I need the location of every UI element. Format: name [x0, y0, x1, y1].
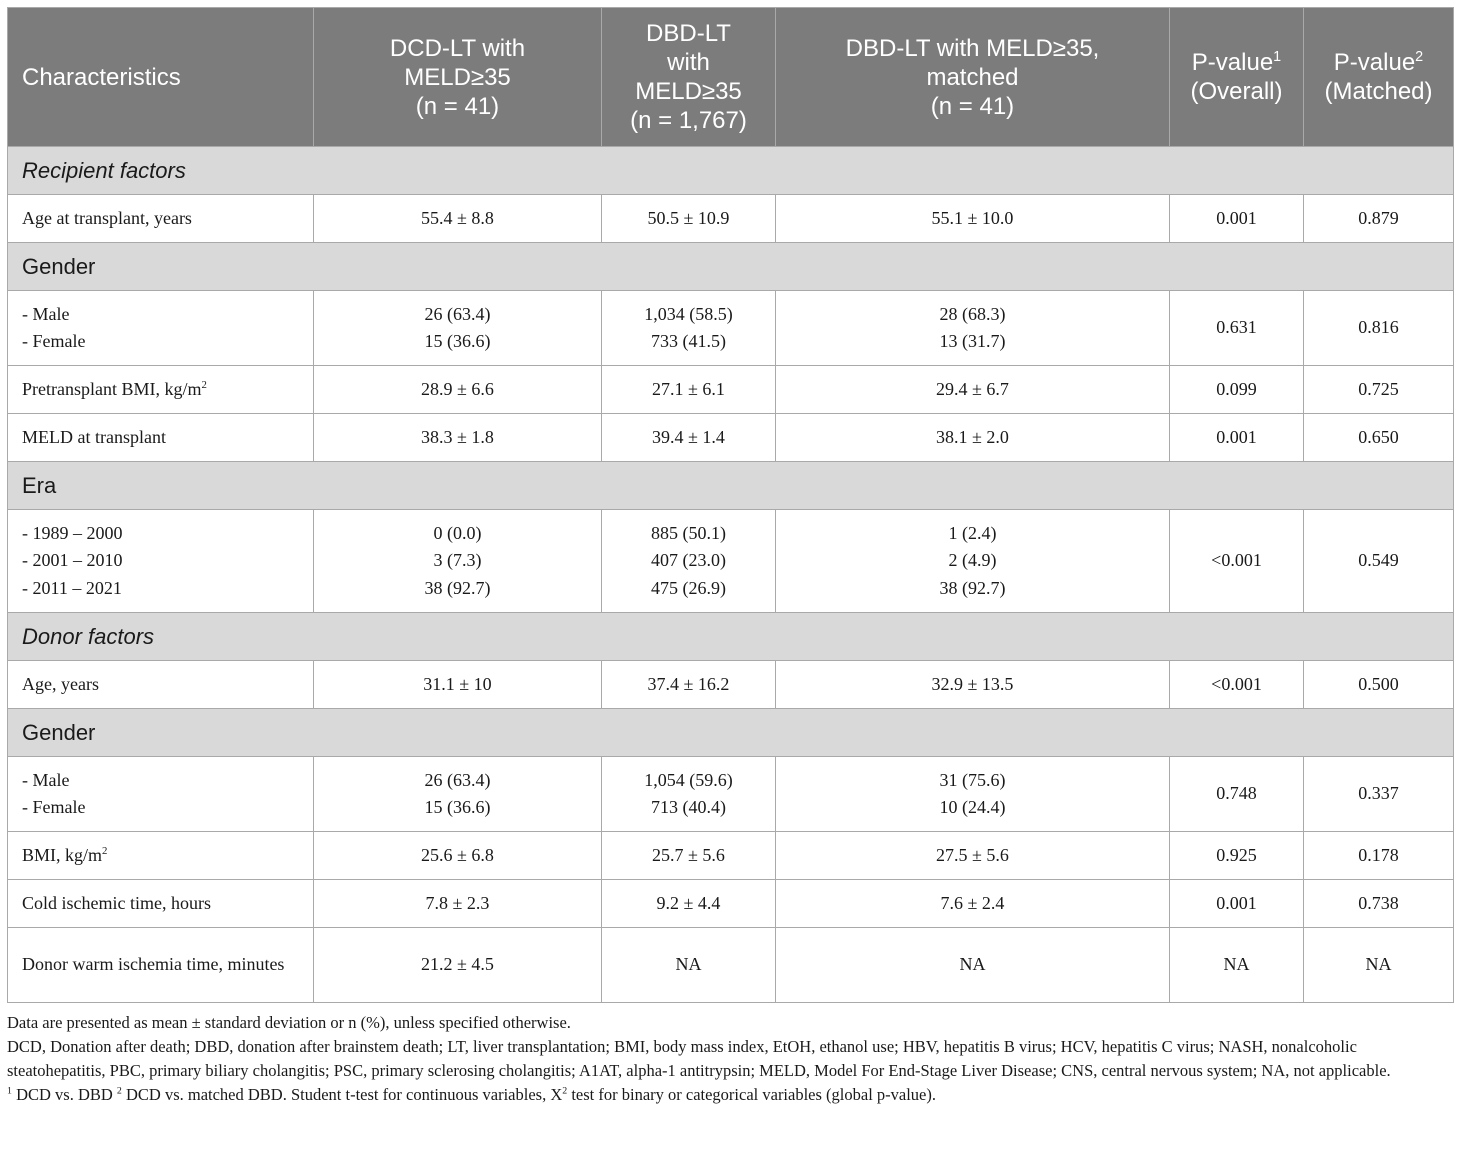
table-cell [602, 928, 776, 1003]
cell-value: 0.738 [1358, 892, 1399, 913]
table-cell [776, 757, 1170, 832]
table-cell [1304, 928, 1454, 1003]
section-header-row [8, 147, 1454, 195]
column-header-line: with [667, 49, 710, 76]
cell-value: 0.099 [1216, 378, 1257, 399]
row-label-text: Age at transplant, years [22, 207, 192, 228]
table-cell [602, 757, 776, 832]
table-cell [602, 661, 776, 709]
table-cell [314, 832, 602, 880]
table-cell [314, 414, 602, 462]
row-label [8, 195, 314, 243]
table-cell [314, 366, 602, 414]
column-header-1 [314, 8, 602, 147]
table-cell [1170, 366, 1304, 414]
table-cell [1170, 832, 1304, 880]
column-header-line: DCD-LT with [389, 34, 526, 62]
cell-value: 15 (36.6) [424, 331, 491, 351]
table-row [8, 880, 1454, 928]
table-cell [314, 880, 602, 928]
table-row [8, 832, 1454, 880]
cell-value: 15 (36.6) [424, 797, 491, 817]
unit-superscript: 2 [201, 378, 207, 391]
row-label [8, 880, 314, 928]
table-cell [1170, 928, 1304, 1003]
cell-value: <0.001 [1211, 673, 1262, 694]
cell-value: 7.8 ± 2.3 [425, 892, 490, 913]
table-cell [1304, 661, 1454, 709]
footnote-mark-2: 2 [116, 1085, 122, 1097]
unit-superscript: 2 [102, 844, 108, 857]
footnote-marker: 2 [1415, 49, 1424, 65]
table-cell [1170, 757, 1304, 832]
footnote-2-text-a: DCD vs. matched DBD. Student t-test for continuous variables, X [121, 1085, 563, 1104]
cell-value: 0.337 [1358, 783, 1399, 804]
cell-value: 0 (0.0) [433, 522, 482, 543]
cell-value: 9.2 ± 4.4 [656, 892, 721, 913]
cell-value: 28 (68.3) [939, 303, 1006, 324]
table-cell [776, 928, 1170, 1003]
column-header-line: (n = 41) [930, 92, 1015, 120]
section-title: Gender [8, 709, 1454, 757]
column-header-line: MELD≥35 [635, 78, 742, 105]
table-cell [1304, 195, 1454, 243]
column-header-line: (n = 1,767) [630, 107, 747, 134]
section-header-row [8, 243, 1454, 291]
cell-value: 38.1 ± 2.0 [936, 426, 1009, 447]
footnote-2-text-b: test for binary or categorical variables (global p-value). [567, 1085, 937, 1104]
cell-value: 0.178 [1358, 844, 1399, 865]
row-label-text: Donor warm ischemia time, minutes [22, 954, 285, 975]
row-sublabel: - 2011 – 2021 [22, 577, 122, 598]
cell-value: NA [1365, 954, 1392, 975]
table-row [8, 928, 1454, 1003]
cell-value: 0.650 [1358, 426, 1399, 447]
cell-value: 7.6 ± 2.4 [940, 892, 1005, 913]
table-cell [602, 414, 776, 462]
cell-value: 38 (92.7) [424, 577, 491, 598]
cell-value: 713 (40.4) [651, 797, 726, 817]
table-cell [602, 880, 776, 928]
column-header-line: (Overall) [1190, 78, 1283, 105]
cell-value: 25.7 ± 5.6 [652, 844, 725, 865]
table-cell [602, 291, 776, 366]
table-cell [314, 661, 602, 709]
cell-value: 39.4 ± 1.4 [652, 426, 725, 447]
table-footnotes [7, 1011, 1453, 1107]
section-header-row [8, 462, 1454, 510]
table-cell [1170, 661, 1304, 709]
cell-value: 31.1 ± 10 [423, 673, 492, 694]
table-cell [776, 366, 1170, 414]
table-cell [1304, 510, 1454, 613]
cell-value: NA [959, 954, 986, 975]
column-header-line: (n = 41) [415, 92, 500, 120]
cell-value: 407 (23.0) [651, 550, 726, 571]
characteristics-table [7, 7, 1454, 1003]
table-cell [602, 510, 776, 613]
cell-value: 0.879 [1358, 207, 1399, 228]
row-label [8, 661, 314, 709]
cell-value: 1,034 (58.5) [644, 303, 733, 324]
cell-value: 28.9 ± 6.6 [421, 378, 494, 399]
column-header-text: P-value [1191, 49, 1274, 76]
cell-value: 50.5 ± 10.9 [647, 207, 730, 228]
table-cell [1304, 291, 1454, 366]
cell-value: <0.001 [1211, 550, 1262, 571]
footnote-marker: 1 [1273, 49, 1282, 65]
row-sublabel: - 2001 – 2010 [22, 550, 123, 571]
table-cell [602, 195, 776, 243]
cell-value: 0.549 [1358, 550, 1399, 571]
cell-value: 1 (2.4) [948, 522, 997, 543]
row-sublabel: - Female [22, 331, 86, 351]
footnote-tests [7, 1083, 1453, 1107]
table-header-row [8, 8, 1454, 147]
cell-value: 13 (31.7) [939, 331, 1006, 351]
row-label-text: MELD at transplant [22, 426, 166, 447]
column-header-line [1184, 48, 1289, 77]
table-cell [314, 291, 602, 366]
cell-value: 2 (4.9) [948, 550, 997, 571]
table-cell [602, 366, 776, 414]
section-header-row [8, 709, 1454, 757]
cell-value: 27.1 ± 6.1 [652, 378, 725, 399]
table-cell [776, 832, 1170, 880]
cell-value: 26 (63.4) [424, 769, 491, 790]
cell-value: 0.631 [1216, 317, 1257, 338]
cell-value: 0.001 [1216, 426, 1257, 447]
table-row [8, 757, 1454, 832]
row-label [8, 510, 314, 613]
cell-value: 0.500 [1358, 673, 1399, 694]
cell-value: 0.001 [1216, 892, 1257, 913]
column-header-line [1318, 48, 1439, 77]
cell-value: 55.1 ± 10.0 [931, 207, 1014, 228]
row-label-text: Cold ischemic time, hours [22, 892, 211, 913]
table-cell [1304, 832, 1454, 880]
column-header-line: DBD-LT [646, 20, 731, 47]
table-cell [1170, 880, 1304, 928]
cell-value: 3 (7.3) [433, 550, 482, 571]
column-header-line: DBD-LT with MELD≥35, [845, 34, 1100, 62]
table-cell [776, 195, 1170, 243]
footnote-1-text: DCD vs. DBD [11, 1085, 117, 1104]
cell-value: 0.001 [1216, 207, 1257, 228]
row-label [8, 757, 314, 832]
section-title: Donor factors [8, 613, 1454, 661]
table-container [7, 7, 1453, 1107]
table-row [8, 366, 1454, 414]
row-label [8, 414, 314, 462]
row-label-text: Pretransplant BMI, kg/m [22, 378, 202, 399]
cell-value: NA [1223, 954, 1250, 975]
cell-value: 38.3 ± 1.8 [421, 426, 494, 447]
table-cell [1304, 880, 1454, 928]
column-header-line: MELD≥35 [404, 63, 511, 91]
cell-value: 0.925 [1216, 844, 1257, 865]
row-sublabel: - Male [22, 769, 70, 790]
cell-value: 21.2 ± 4.5 [421, 954, 494, 975]
column-header-4 [1170, 8, 1304, 147]
row-sublabel: - Male [22, 303, 70, 324]
section-header-row [8, 613, 1454, 661]
cell-value: NA [675, 954, 702, 975]
table-cell [602, 832, 776, 880]
table-cell [314, 928, 602, 1003]
row-label [8, 366, 314, 414]
column-header-line: matched [926, 63, 1019, 91]
table-cell [314, 195, 602, 243]
table-cell [314, 510, 602, 613]
footnote-data-presentation: Data are presented as mean ± standard deviation or n (%), unless specified otherwise. [7, 1013, 571, 1032]
column-header-0 [8, 8, 314, 147]
table-cell [776, 661, 1170, 709]
footnote-mark-1: 1 [7, 1085, 12, 1097]
cell-value: 32.9 ± 13.5 [931, 673, 1014, 694]
cell-value: 31 (75.6) [939, 769, 1006, 790]
table-cell [1170, 291, 1304, 366]
cell-value: 475 (26.9) [651, 577, 726, 598]
table-cell [314, 757, 602, 832]
column-header-text: P-value [1333, 49, 1416, 76]
column-header-line: Characteristics [22, 63, 181, 91]
column-header-line: (Matched) [1324, 78, 1433, 105]
table-body [8, 147, 1454, 1003]
cell-value: 885 (50.1) [651, 522, 726, 543]
row-label [8, 291, 314, 366]
column-header-3 [776, 8, 1170, 147]
table-cell [1170, 195, 1304, 243]
table-cell [776, 291, 1170, 366]
row-label-text: Age, years [22, 673, 99, 694]
cell-value: 733 (41.5) [651, 331, 726, 351]
cell-value: 55.4 ± 8.8 [421, 207, 494, 228]
table-row [8, 414, 1454, 462]
table-cell [776, 414, 1170, 462]
cell-value: 0.725 [1358, 378, 1399, 399]
table-cell [776, 880, 1170, 928]
row-label-text: BMI, kg/m [22, 844, 103, 865]
cell-value: 0.816 [1358, 317, 1399, 338]
section-title: Era [8, 462, 1454, 510]
column-header-5 [1304, 8, 1454, 147]
cell-value: 25.6 ± 6.8 [421, 844, 494, 865]
table-cell [1304, 414, 1454, 462]
section-title: Gender [8, 243, 1454, 291]
column-header-2 [602, 8, 776, 147]
table-row [8, 510, 1454, 613]
table-cell [1304, 757, 1454, 832]
section-title: Recipient factors [8, 147, 1454, 195]
row-sublabel: - 1989 – 2000 [22, 522, 123, 543]
footnote-chi-square-sup: 2 [562, 1085, 568, 1097]
row-sublabel: - Female [22, 797, 86, 817]
table-cell [1170, 510, 1304, 613]
cell-value: 38 (92.7) [939, 577, 1006, 598]
table-cell [1170, 414, 1304, 462]
cell-value: 27.5 ± 5.6 [936, 844, 1009, 865]
cell-value: 0.748 [1216, 783, 1257, 804]
cell-value: 10 (24.4) [939, 797, 1006, 817]
cell-value: 26 (63.4) [424, 303, 491, 324]
table-row [8, 291, 1454, 366]
row-label [8, 832, 314, 880]
cell-value: 37.4 ± 16.2 [647, 673, 730, 694]
row-label [8, 928, 314, 1003]
cell-value: 1,054 (59.6) [644, 769, 733, 790]
table-row [8, 195, 1454, 243]
table-cell [776, 510, 1170, 613]
table-cell [1304, 366, 1454, 414]
table-row [8, 661, 1454, 709]
cell-value: 29.4 ± 6.7 [936, 378, 1009, 399]
footnote-abbreviations: DCD, Donation after death; DBD, donation after brainstem death; LT, liver transplantation; BMI, body mass index, EtOH, ethanol use; HBV, hepatitis B virus; HCV, hepatitis C virus; NASH, nonalcoholic steatohepatitis, PBC, primary biliary cholangitis; PSC, primary sclerosing cholangitis; A1AT, alpha-1 antitrypsin; MELD, Model For End-Stage Liver Disease; CNS, central nervous system; NA, not applicable. [7, 1037, 1391, 1080]
